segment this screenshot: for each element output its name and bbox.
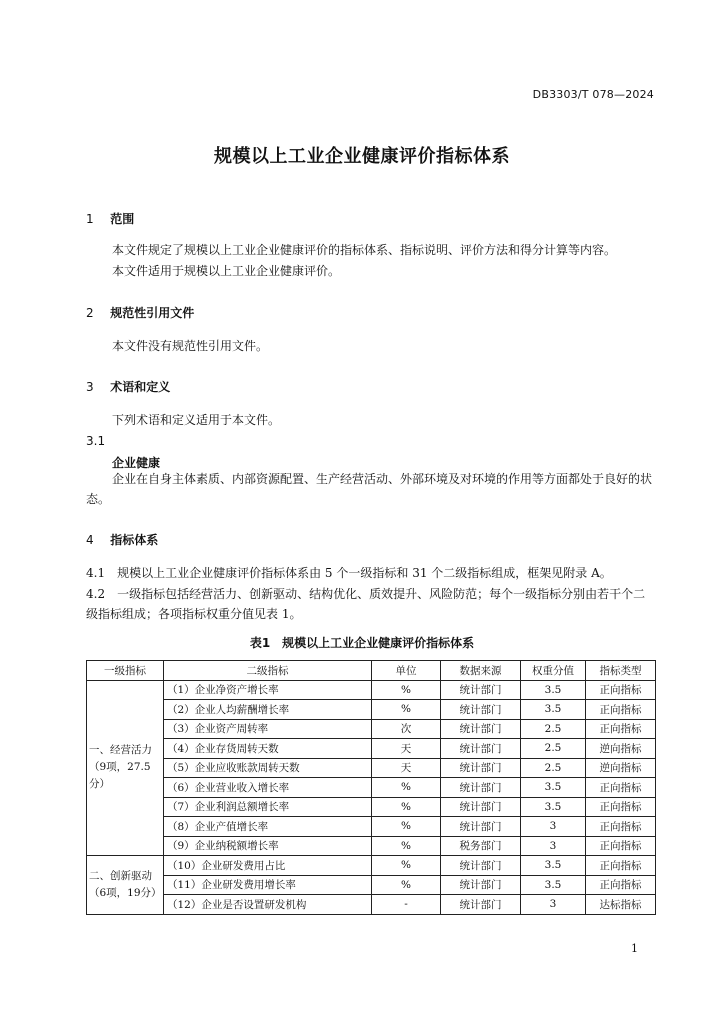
indicator-source: 统计部门	[441, 856, 521, 876]
section-2-heading	[86, 304, 194, 321]
indicator-name: （5）企业应收账款周转天数	[164, 758, 372, 778]
scope-paragraph-1: 本文件规定了规模以上工业企业健康评价的指标体系、指标说明、评价方法和得分计算等内容。	[112, 243, 617, 257]
indicator-type: 达标指标	[586, 895, 656, 915]
indicator-unit: -	[372, 895, 441, 915]
clause-text: 一级指标包括经营活力、创新驱动、结构优化、质效提升、风险防范；每个一级指标分别由若干个二级指标组成；各项指标权重分值见表 1。	[86, 587, 646, 621]
table-row	[87, 875, 656, 895]
section-title: 规范性引用文件	[110, 306, 195, 320]
indicator-table	[86, 660, 656, 915]
clause-number: 4.1	[86, 566, 106, 580]
table-row	[87, 895, 656, 915]
indicator-source: 统计部门	[441, 875, 521, 895]
terms-intro: 下列术语和定义适用于本文件。	[112, 413, 281, 427]
indicator-weight: 3.5	[521, 700, 586, 720]
section-title: 术语和定义	[110, 380, 171, 394]
indicator-name: （1）企业净资产增长率	[164, 680, 372, 700]
indicator-source: 统计部门	[441, 895, 521, 915]
refs-paragraph: 本文件没有规范性引用文件。	[112, 339, 269, 353]
header-level2: 二级指标	[164, 661, 372, 681]
indicator-unit: %	[372, 836, 441, 856]
table-row	[87, 739, 656, 759]
table-row	[87, 817, 656, 837]
clause-number: 4.2	[86, 587, 106, 601]
document-code: DB3303/T 078—2024	[532, 88, 654, 101]
table-row	[87, 680, 656, 700]
header-source: 数据来源	[441, 661, 521, 681]
indicator-weight: 2.5	[521, 739, 586, 759]
indicator-unit: %	[372, 817, 441, 837]
indicator-source: 统计部门	[441, 758, 521, 778]
indicator-type: 正向指标	[586, 700, 656, 720]
indicator-name: （8）企业产值增长率	[164, 817, 372, 837]
indicator-name: （7）企业利润总额增长率	[164, 797, 372, 817]
table-row	[87, 836, 656, 856]
indicator-source: 统计部门	[441, 817, 521, 837]
indicator-type: 逆向指标	[586, 739, 656, 759]
section-4-heading	[86, 531, 158, 548]
indicator-weight: 2.5	[521, 758, 586, 778]
indicator-weight: 2.5	[521, 719, 586, 739]
indicator-name: （10）企业研发费用占比	[164, 856, 372, 876]
indicator-source: 统计部门	[441, 719, 521, 739]
indicator-name: （6）企业营业收入增长率	[164, 778, 372, 798]
indicator-unit: %	[372, 856, 441, 876]
section-1-heading	[86, 210, 134, 227]
section-title: 范围	[110, 212, 135, 226]
header-level1: 一级指标	[87, 661, 164, 681]
indicator-source: 统计部门	[441, 680, 521, 700]
table-row	[87, 758, 656, 778]
table-caption: 表1 规模以上工业企业健康评价指标体系	[249, 636, 475, 650]
indicator-name: （9）企业纳税额增长率	[164, 836, 372, 856]
table-row	[87, 778, 656, 798]
section-number: 1	[86, 212, 94, 226]
indicator-unit: 天	[372, 758, 441, 778]
indicator-type: 正向指标	[586, 797, 656, 817]
header-unit: 单位	[372, 661, 441, 681]
clause-4-1	[86, 563, 656, 583]
table-header-row	[87, 661, 656, 681]
clause-text: 规模以上工业企业健康评价指标体系由 5 个一级指标和 31 个二级指标组成，框架见附录 A。	[117, 566, 612, 580]
indicator-weight: 3	[521, 817, 586, 837]
section-number: 4	[86, 533, 94, 547]
indicator-name: （4）企业存货周转天数	[164, 739, 372, 759]
indicator-unit: %	[372, 778, 441, 798]
indicator-weight: 3.5	[521, 680, 586, 700]
table-row	[87, 856, 656, 876]
indicator-unit: %	[372, 700, 441, 720]
term-number: 3.1	[86, 434, 106, 448]
page-number: 1	[631, 942, 638, 955]
indicator-unit: %	[372, 680, 441, 700]
indicator-weight: 3.5	[521, 875, 586, 895]
term-title: 企业健康	[112, 456, 161, 470]
indicator-weight: 3	[521, 895, 586, 915]
header-weight: 权重分值	[521, 661, 586, 681]
page-title: 规模以上工业企业健康评价指标体系	[214, 146, 510, 167]
indicator-unit: 次	[372, 719, 441, 739]
indicator-source: 税务部门	[441, 836, 521, 856]
indicator-type: 正向指标	[586, 817, 656, 837]
indicator-type: 正向指标	[586, 875, 656, 895]
indicator-source: 统计部门	[441, 700, 521, 720]
indicator-type: 正向指标	[586, 856, 656, 876]
indicator-source: 统计部门	[441, 797, 521, 817]
section-3-heading	[86, 378, 170, 395]
indicator-unit: %	[372, 875, 441, 895]
header-type: 指标类型	[586, 661, 656, 681]
indicator-name: （12）企业是否设置研发机构	[164, 895, 372, 915]
indicator-name: （11）企业研发费用增长率	[164, 875, 372, 895]
table-row	[87, 797, 656, 817]
table-row	[87, 719, 656, 739]
group-label: 一、经营活力（9项，27.5分）	[87, 680, 164, 856]
indicator-name: （3）企业资产周转率	[164, 719, 372, 739]
indicator-source: 统计部门	[441, 739, 521, 759]
indicator-type: 正向指标	[586, 719, 656, 739]
table-row	[87, 700, 656, 720]
indicator-type: 正向指标	[586, 836, 656, 856]
indicator-weight: 3.5	[521, 856, 586, 876]
indicator-type: 逆向指标	[586, 758, 656, 778]
indicator-weight: 3	[521, 836, 586, 856]
term-definition: 企业在自身主体素质、内部资源配置、生产经营活动、外部环境及对环境的作用等方面都处于良好的状态。	[86, 472, 653, 506]
indicator-weight: 3.5	[521, 797, 586, 817]
scope-paragraph-2: 本文件适用于规模以上工业企业健康评价。	[112, 264, 341, 278]
indicator-type: 正向指标	[586, 778, 656, 798]
indicator-type: 正向指标	[586, 680, 656, 700]
indicator-name: （2）企业人均薪酬增长率	[164, 700, 372, 720]
indicator-unit: 天	[372, 739, 441, 759]
section-title: 指标体系	[110, 533, 159, 547]
section-number: 2	[86, 306, 94, 320]
indicator-weight: 3.5	[521, 778, 586, 798]
clause-4-2	[86, 584, 656, 624]
indicator-unit: %	[372, 797, 441, 817]
group-label: 二、创新驱动（6项，19分）	[87, 856, 164, 915]
indicator-source: 统计部门	[441, 778, 521, 798]
section-number: 3	[86, 380, 94, 394]
